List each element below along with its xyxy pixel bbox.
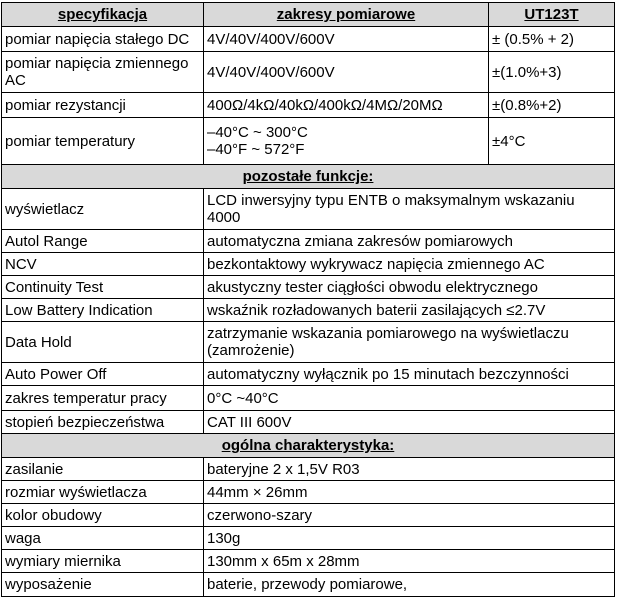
row-range bbox=[204, 118, 489, 165]
table-row bbox=[2, 411, 615, 434]
range-line-fahrenheit: –40°F ~ 572°F bbox=[207, 141, 305, 158]
table-row bbox=[2, 230, 615, 253]
table-row bbox=[2, 27, 615, 52]
row-accuracy: ±4°C bbox=[489, 118, 615, 165]
spec-table bbox=[1, 2, 615, 597]
table-row bbox=[2, 363, 615, 386]
row-label: Low Battery Indication bbox=[2, 299, 204, 322]
table-row bbox=[2, 481, 615, 504]
row-label: kolor obudowy bbox=[2, 504, 204, 527]
table-row bbox=[2, 504, 615, 527]
row-label: NCV bbox=[2, 253, 204, 276]
row-value: 0°C ~40°C bbox=[204, 386, 615, 411]
row-accuracy: ±(1.0%+3) bbox=[489, 52, 615, 93]
table-row bbox=[2, 93, 615, 118]
table-row bbox=[2, 550, 615, 573]
row-accuracy: ±(0.8%+2) bbox=[489, 93, 615, 118]
row-value: CAT III 600V bbox=[204, 411, 615, 434]
row-label: wyposażenie bbox=[2, 573, 204, 597]
row-accuracy: ± (0.5% + 2) bbox=[489, 27, 615, 52]
row-value: 44mm × 26mm bbox=[204, 481, 615, 504]
row-value: czerwono-szary bbox=[204, 504, 615, 527]
header-model: UT123T bbox=[489, 3, 615, 27]
row-label: Autol Range bbox=[2, 230, 204, 253]
header-specyfikacja: specyfikacja bbox=[2, 3, 204, 27]
section-header-general: ogólna charakterystyka: bbox=[2, 434, 615, 458]
table-row bbox=[2, 118, 615, 165]
row-value: 130g bbox=[204, 527, 615, 550]
row-label: pomiar temperatury bbox=[2, 118, 204, 165]
row-value: zatrzymanie wskazania pomiarowego na wyświetlaczu (zamrożenie) bbox=[204, 322, 615, 363]
row-range: 4V/40V/400V/600V bbox=[204, 52, 489, 93]
table-row bbox=[2, 253, 615, 276]
table-row bbox=[2, 573, 615, 597]
row-label: pomiar napięcia stałego DC bbox=[2, 27, 204, 52]
table-header-row bbox=[2, 3, 615, 27]
row-range: 4V/40V/400V/600V bbox=[204, 27, 489, 52]
row-label: rozmiar wyświetlacza bbox=[2, 481, 204, 504]
row-label: stopień bezpieczeństwa bbox=[2, 411, 204, 434]
section-header-functions: pozostałe funkcje: bbox=[2, 165, 615, 189]
row-value: baterie, przewody pomiarowe, bbox=[204, 573, 615, 597]
table-row bbox=[2, 322, 615, 363]
table-row bbox=[2, 386, 615, 411]
row-label: Continuity Test bbox=[2, 276, 204, 299]
table-row bbox=[2, 458, 615, 481]
row-value: automatyczna zmiana zakresów pomiarowych bbox=[204, 230, 615, 253]
row-label: zakres temperatur pracy bbox=[2, 386, 204, 411]
row-value: automatyczny wyłącznik po 15 minutach bezczynności bbox=[204, 363, 615, 386]
row-label: Data Hold bbox=[2, 322, 204, 363]
row-value: LCD inwersyjny typu ENTB o maksymalnym wskazaniu 4000 bbox=[204, 189, 615, 230]
table-row bbox=[2, 52, 615, 93]
table-row bbox=[2, 299, 615, 322]
row-value: bateryjne 2 x 1,5V R03 bbox=[204, 458, 615, 481]
row-value: 130mm x 65m x 28mm bbox=[204, 550, 615, 573]
section-header-row bbox=[2, 165, 615, 189]
range-line-celsius: –40°C ~ 300°C bbox=[207, 124, 308, 141]
section-header-row bbox=[2, 434, 615, 458]
header-zakresy: zakresy pomiarowe bbox=[204, 3, 489, 27]
table-row bbox=[2, 527, 615, 550]
row-label: Auto Power Off bbox=[2, 363, 204, 386]
row-range: 400Ω/4kΩ/40kΩ/400kΩ/4MΩ/20MΩ bbox=[204, 93, 489, 118]
row-label: wymiary miernika bbox=[2, 550, 204, 573]
row-value: bezkontaktowy wykrywacz napięcia zmiennego AC bbox=[204, 253, 615, 276]
row-label: zasilanie bbox=[2, 458, 204, 481]
table-row bbox=[2, 276, 615, 299]
row-label: wyświetlacz bbox=[2, 189, 204, 230]
row-value: wskaźnik rozładowanych baterii zasilających ≤2.7V bbox=[204, 299, 615, 322]
row-label: pomiar rezystancji bbox=[2, 93, 204, 118]
table-row bbox=[2, 189, 615, 230]
row-value: akustyczny tester ciągłości obwodu elektrycznego bbox=[204, 276, 615, 299]
row-label: waga bbox=[2, 527, 204, 550]
row-label: pomiar napięcia zmiennego AC bbox=[2, 52, 204, 93]
